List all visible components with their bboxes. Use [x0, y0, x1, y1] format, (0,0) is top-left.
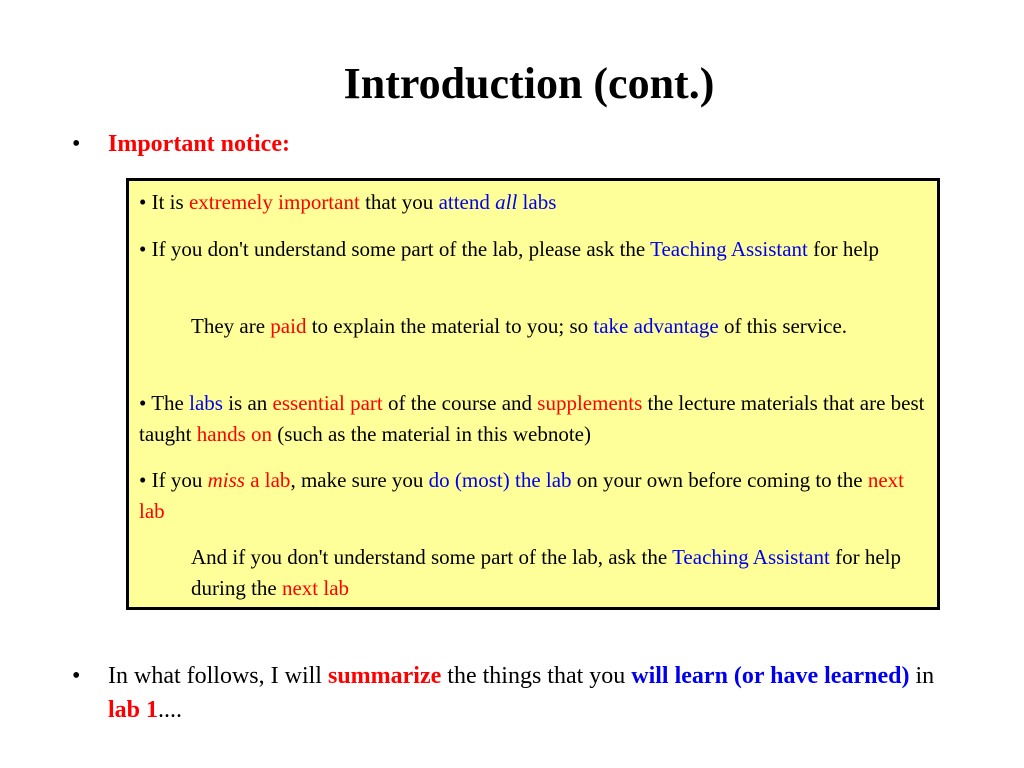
notice-item-ask-ta [139, 234, 934, 265]
highlight-blue: labs [189, 391, 223, 415]
highlight-red-bold: lab 1 [108, 697, 159, 723]
notice-item-attend-labs [139, 187, 934, 218]
text-run: And if you don't understand some part of the lab, ask the [191, 545, 673, 569]
text-run: the lecture materials that are best taught [139, 391, 925, 446]
bullet-dot: • [72, 131, 81, 157]
text-run: In what follows, I will [108, 663, 328, 689]
highlight-blue: labs [517, 190, 557, 214]
highlight-blue: do (most) the lab [428, 468, 572, 492]
text-run: of the course and [382, 391, 538, 415]
bullet-summary [72, 659, 962, 731]
highlight-blue: Teaching Assistant [672, 545, 830, 569]
notice-box [126, 178, 940, 610]
notice-subitem-ta-paid [191, 311, 921, 342]
notice-item-labs-essential [139, 388, 934, 450]
text-run: to explain the material to you; so [306, 314, 594, 338]
text-run: for help during the [191, 545, 901, 600]
important-notice-label: Important notice: [108, 131, 290, 157]
highlight-red-italic: miss [207, 468, 245, 492]
text-run: in [909, 663, 935, 689]
text-run: that you [359, 190, 439, 214]
notice-item-miss-lab [139, 465, 934, 527]
text-run: They are [191, 314, 271, 338]
summary-text [108, 659, 958, 727]
text-run: • If you [139, 468, 208, 492]
text-run: is an [222, 391, 273, 415]
highlight-red: next lab [139, 468, 904, 523]
highlight-blue: Teaching Assistant [650, 237, 808, 261]
notice-subitem-ask-ta-next-lab [191, 542, 921, 604]
text-run: for help [807, 237, 880, 261]
text-run: on your own before coming to the [571, 468, 868, 492]
highlight-red: paid [270, 314, 307, 338]
text-run: , make sure you [290, 468, 429, 492]
highlight-red: extremely important [188, 190, 360, 214]
text-run: • If you don't understand some part of the lab, please ask the [139, 237, 651, 261]
highlight-red: hands on [196, 422, 272, 446]
highlight-blue: take advantage [593, 314, 719, 338]
slide-title: Introduction (cont.) [343, 59, 715, 108]
text-run: the things that you [441, 663, 632, 689]
text-run: of this service. [718, 314, 848, 338]
bullet-dot: • [72, 663, 81, 689]
highlight-red: a lab [244, 468, 291, 492]
highlight-red-bold: summarize [327, 663, 442, 689]
text-run: (such as the material in this webnote) [272, 422, 591, 446]
highlight-red: essential part [272, 391, 383, 415]
highlight-blue-bold: will learn (or have learned) [631, 663, 910, 689]
highlight-blue-italic: all [495, 190, 518, 214]
text-run: • It is [139, 190, 189, 214]
highlight-red: supplements [537, 391, 643, 415]
highlight-blue: attend [438, 190, 496, 214]
highlight-red: next lab [281, 576, 350, 600]
text-run: • The [139, 391, 190, 415]
text-run: .... [158, 697, 183, 723]
